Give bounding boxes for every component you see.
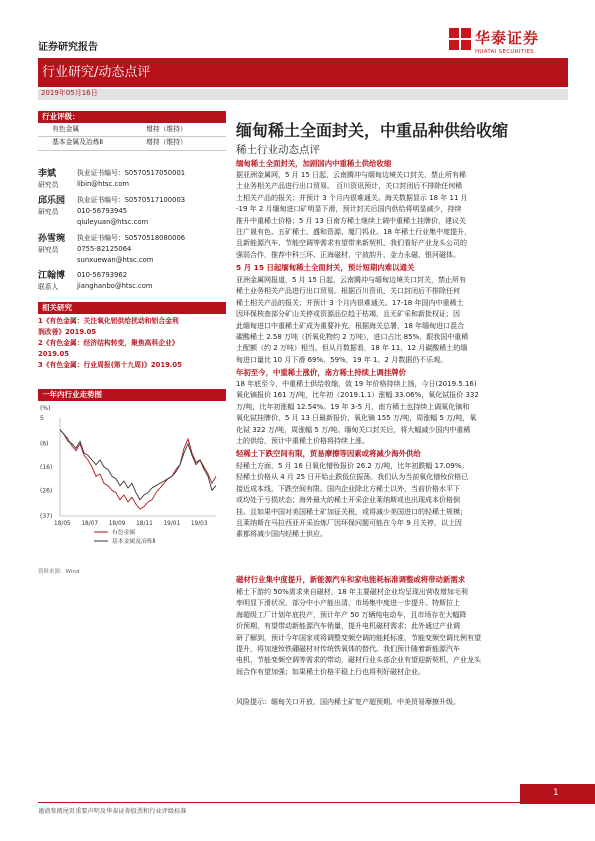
series-line-base-metals: [60, 430, 216, 500]
analyst-role: 研究员: [38, 208, 59, 216]
body-line: 轻稀土方面，5 月 16 日氧化镨钕报价 26.2 万/吨，比年初跌幅 17.09%。: [236, 462, 469, 470]
page-number: 1: [553, 788, 559, 798]
y-tick-label: (%): [40, 405, 51, 412]
body-line: 万/吨，比年初涨幅 12.54%。19 年 3-5 月，南方稀土也持续上调氧化镝和: [236, 402, 470, 411]
body-line: 或均处于亏损状态；海外最大的稀土开采企业莱纳斯或也出现成本价格倒: [236, 496, 460, 505]
x-tick-label: 19/03: [190, 521, 208, 527]
brand-name: 华泰证券: [475, 29, 540, 47]
y-tick-label: (16): [40, 464, 53, 471]
footer-disclaimer: 谨请参阅尾页重要声明及华泰证券股票和行业评级标准: [38, 808, 187, 815]
section-banner: [38, 58, 568, 87]
risk-note: [236, 697, 568, 708]
analyst-name: 孙雪琬: [38, 234, 66, 244]
logo-mark-icon: [449, 28, 471, 50]
divider: [38, 136, 226, 137]
legend-label: 有色金属: [112, 530, 136, 536]
section-heading: 缅甸稀土全面封关，加剧国内中重稀土供给收缩: [236, 159, 392, 168]
huatai-logo: [449, 28, 567, 58]
section-body: [236, 170, 568, 261]
analyst-email[interactable]: libin@htsc.com: [77, 180, 130, 188]
body-line: 价预期，有望带动新能源汽车销量，提升电机磁材需求；此外通过产业调: [236, 622, 460, 631]
analyst-phone: 010-56793962: [77, 271, 128, 279]
related-link[interactable]: 2《有色金属：经济结构转变，聚焦高科企业》: [38, 339, 179, 347]
trend-chart-heading: 一年内行业走势图: [38, 389, 226, 401]
section-heading: 5 月 15 日起缅甸稀土全面封关，预计短期内难以通关: [236, 263, 415, 272]
body-line: 土配额（约 2 万吨）相当。但从月数据看，18 年 11、12 月碳酸稀土的缅: [236, 344, 468, 353]
section-body: [236, 587, 568, 678]
related-link[interactable]: 润改善》2019.05: [38, 328, 97, 336]
analyst-license: 执业证书编号：S0570517100003: [77, 196, 186, 204]
page-number-box: [520, 784, 595, 804]
trend-chart-box: [38, 389, 226, 401]
body-line: 土业务相关产品进行出口贸易。 百川资讯预计，关口封闭后不排除任何稀: [236, 182, 463, 191]
chart-source: 资料来源：Wind: [38, 569, 80, 575]
body-line: 研了解到，预计今年国家或将调整变频空调的能耗标准，节能变频空调比例有望: [236, 633, 481, 642]
body-line: 亚洲金属网报道，5 月 15 日起，云南腾冲与缅甸边境关口封关，禁止所有: [236, 276, 467, 284]
report-date: 2019年05月16日: [41, 89, 98, 97]
body-line: 氧化镝报价 161 万/吨，比年初（2019.1.1）涨幅 33.06%，氧化铽报价 332: [236, 391, 479, 400]
risk-text: 风险提示：缅甸关口开放、国内稀土矿复产超预期、中美贸易摩擦升级。: [236, 698, 460, 706]
x-tick-label: 18/05: [54, 521, 71, 527]
section-body: [236, 461, 568, 541]
legend-label: 基本金属及冶炼Ⅱ: [112, 539, 156, 545]
related-link[interactable]: 2019.05: [38, 350, 69, 358]
analyst-phone: 010-56793945: [77, 207, 128, 215]
date-bar: [38, 89, 568, 100]
rating-value: 增持（维持）: [146, 138, 187, 146]
body-line: 注广晟有色、五矿稀土、盛和资源、厦门钨业。18 年稀土行业集中度提升，: [236, 228, 472, 237]
body-line: 提升，将加速钕铁硼磁材对传统铁氧体的替代。我们预计随着新能源汽车: [236, 645, 460, 654]
report-subtitle: 稀土行业动态点评: [236, 144, 320, 156]
body-line: 轻稀土价格从 4 月 25 日开始止跌低位振荡。我们认为当前氧化镨钕价格已: [236, 473, 469, 482]
body-line: 土的供给，预计中重稀土价格将持续上涨。: [236, 437, 369, 446]
body-line: 化铽 322 万/吨，周涨幅 5 万/吨。缅甸关口封关后，将大幅减少国内中重稀: [236, 425, 471, 434]
y-tick-label: 5: [40, 415, 44, 422]
body-line: 甸进口量比 10 月下滑 69%、59%，19 年 1、2 月数据仍不乐观。: [236, 355, 448, 364]
y-tick-label: (26): [40, 487, 53, 495]
analyst-license: 执业证书编号：S0570517050001: [77, 169, 186, 177]
analyst-email[interactable]: sunxuewan@htsc.com: [77, 256, 154, 264]
trend-chart: [38, 404, 226, 564]
brand-name-en: HUATAI SECURITIES: [475, 49, 534, 55]
rating-value: 增持（维持）: [146, 125, 187, 133]
section-heading: 年初至今，中重稀土涨价，南方稀土持续上调挂牌价: [236, 368, 406, 377]
body-line: 推升中重稀土价格；5 月 13 日南方稀土继续上调中重稀土挂牌价，建议关: [236, 216, 467, 225]
analyst-role: 联系人: [38, 283, 59, 291]
x-tick-label: 18/11: [136, 521, 153, 527]
rating-box: [38, 111, 226, 123]
body-line: 挂。且如果中国对美国稀土矿加征关税，或将减少美国进口的轻稀土规模；: [236, 507, 467, 516]
analyst-phone: 0755-82125064: [77, 245, 132, 253]
footer-divider: [38, 802, 568, 803]
analyst-role: 研究员: [38, 181, 59, 189]
body-line: 接近成本线，下跌空间有限。国内企业除北方稀土以外，当前价格水平下: [236, 484, 460, 493]
rating-sector: 基本金属及冶炼Ⅱ: [52, 138, 103, 146]
related-link[interactable]: 3《有色金属：行业周报(第十九周)》2019.05: [38, 361, 182, 369]
section-heading: 轻稀土下跌空间有限，贸易摩擦等因素或将减少海外供给: [236, 449, 421, 458]
section-title: 行业研究/动态点评: [42, 65, 151, 80]
rating-heading: 行业评级：: [38, 111, 226, 123]
related-link[interactable]: 1《有色金属：关注氧化铝供给扰动和铝合金利: [38, 317, 179, 325]
related-box: [38, 302, 226, 314]
body-line: 率明显下滑状况，部分中小产能出清，市场集中度进一步提升。特斯拉上: [236, 599, 460, 608]
body-line: -19 年 2 月缅甸进口矿明显下滑，预计封关后国内供给将明显减少，持续: [236, 205, 462, 214]
body-line: 氧化铽挂牌价，5 月 13 日最新报价，氧化镝 155 万/吨，周涨幅 5 万/吨，氧: [236, 414, 477, 423]
body-line: 且莱纳斯在马拉西亚开采冶炼厂因环保问题可能在今年 9 月关停，以上因: [236, 519, 462, 528]
x-tick-label: 18/09: [108, 521, 126, 527]
body-line: 此缅甸进口中重稀土矿成为重要补充。根据海关总署，18 年缅甸进口混合: [236, 321, 465, 330]
body-line: 强弱合作，推荐中科三环、正海磁材，宁波韵升、金力永磁、银河磁体。: [236, 250, 460, 259]
body-line: 稀土业务相关产品进行出口贸易。根据百川资讯，关口封闭后不排除任何: [236, 287, 460, 296]
related-heading: 相关研究: [38, 302, 226, 314]
body-line: 素都将减少国内轻稀土供应。: [236, 530, 327, 539]
body-line: 碳酸稀土 2.58 万吨（折氧化物约 2 万吨），进口占比 85%，跟我国中重稀: [236, 333, 469, 342]
section-body: [236, 379, 568, 447]
body-line: 稀土下游约 50%需求来自磁材，18 年主要磁材企业均呈现出营收增加毛利: [236, 588, 468, 596]
analyst-name: 邱乐园: [38, 196, 66, 206]
analyst-license: 执业证书编号：S0570518080006: [77, 234, 186, 242]
x-tick-label: 18/07: [81, 521, 99, 527]
report-title: 缅甸稀土全面封关，中重品种供给收缩: [236, 121, 509, 140]
analyst-role: 研究员: [38, 246, 59, 254]
report-type-label: 证券研究报告: [38, 42, 98, 53]
body-line: 因环保核查部分矿山关停或资源品位趋于枯竭，且无矿采和新批权证；因: [236, 310, 460, 319]
body-line: 土相关产品的报关；并预计 3 个月内很难通关。海关数据显示 18 年 11 月: [236, 193, 468, 202]
y-tick-label: (37): [40, 513, 53, 520]
body-line: 且新能源汽车、节能空调等需求有望带来新契机，我们看好产业龙头公司的: [236, 239, 467, 248]
body-line: 18 年底至今，中重稀土供给收缩，致 19 年价格持续上扬，今日(2019.5.16): [236, 380, 477, 388]
divider: [38, 150, 226, 151]
x-tick-label: 19/01: [163, 521, 181, 527]
body-line: 据亚洲金属网，5 月 15 日起，云南腾冲与缅甸边境关口封关，禁止所有稀: [236, 171, 467, 179]
body-line: 稀土相关产品的报关；并预计 3 个月内很难通关。17-18 年国内中重稀土: [236, 298, 464, 307]
y-tick-label: (6): [40, 440, 49, 448]
analyst-name: 李斌: [38, 169, 57, 179]
rating-sector: 有色金属: [52, 125, 80, 133]
body-line: 电机、节能变频空调等需求的带动，磁材行业头部企业有望迎新契机，产业龙头: [236, 656, 481, 665]
analyst-email[interactable]: jianghanbo@htsc.com: [77, 282, 153, 290]
section-heading: 磁材行业集中度提升，新能源汽车和家电能耗标准调整或将带动新需求: [236, 575, 466, 584]
body-line: 海超级工厂计划年底投产，预计年产 50 万辆纯电动车，且市场存在大幅降: [236, 610, 467, 619]
section-body: [236, 275, 568, 366]
body-line: 间合作有望加强；如果稀土价格平稳上行也将利好磁材企业。: [236, 667, 425, 676]
analyst-email[interactable]: qiuleyuan@htsc.com: [77, 218, 149, 226]
analyst-name: 江翰博: [38, 271, 66, 281]
